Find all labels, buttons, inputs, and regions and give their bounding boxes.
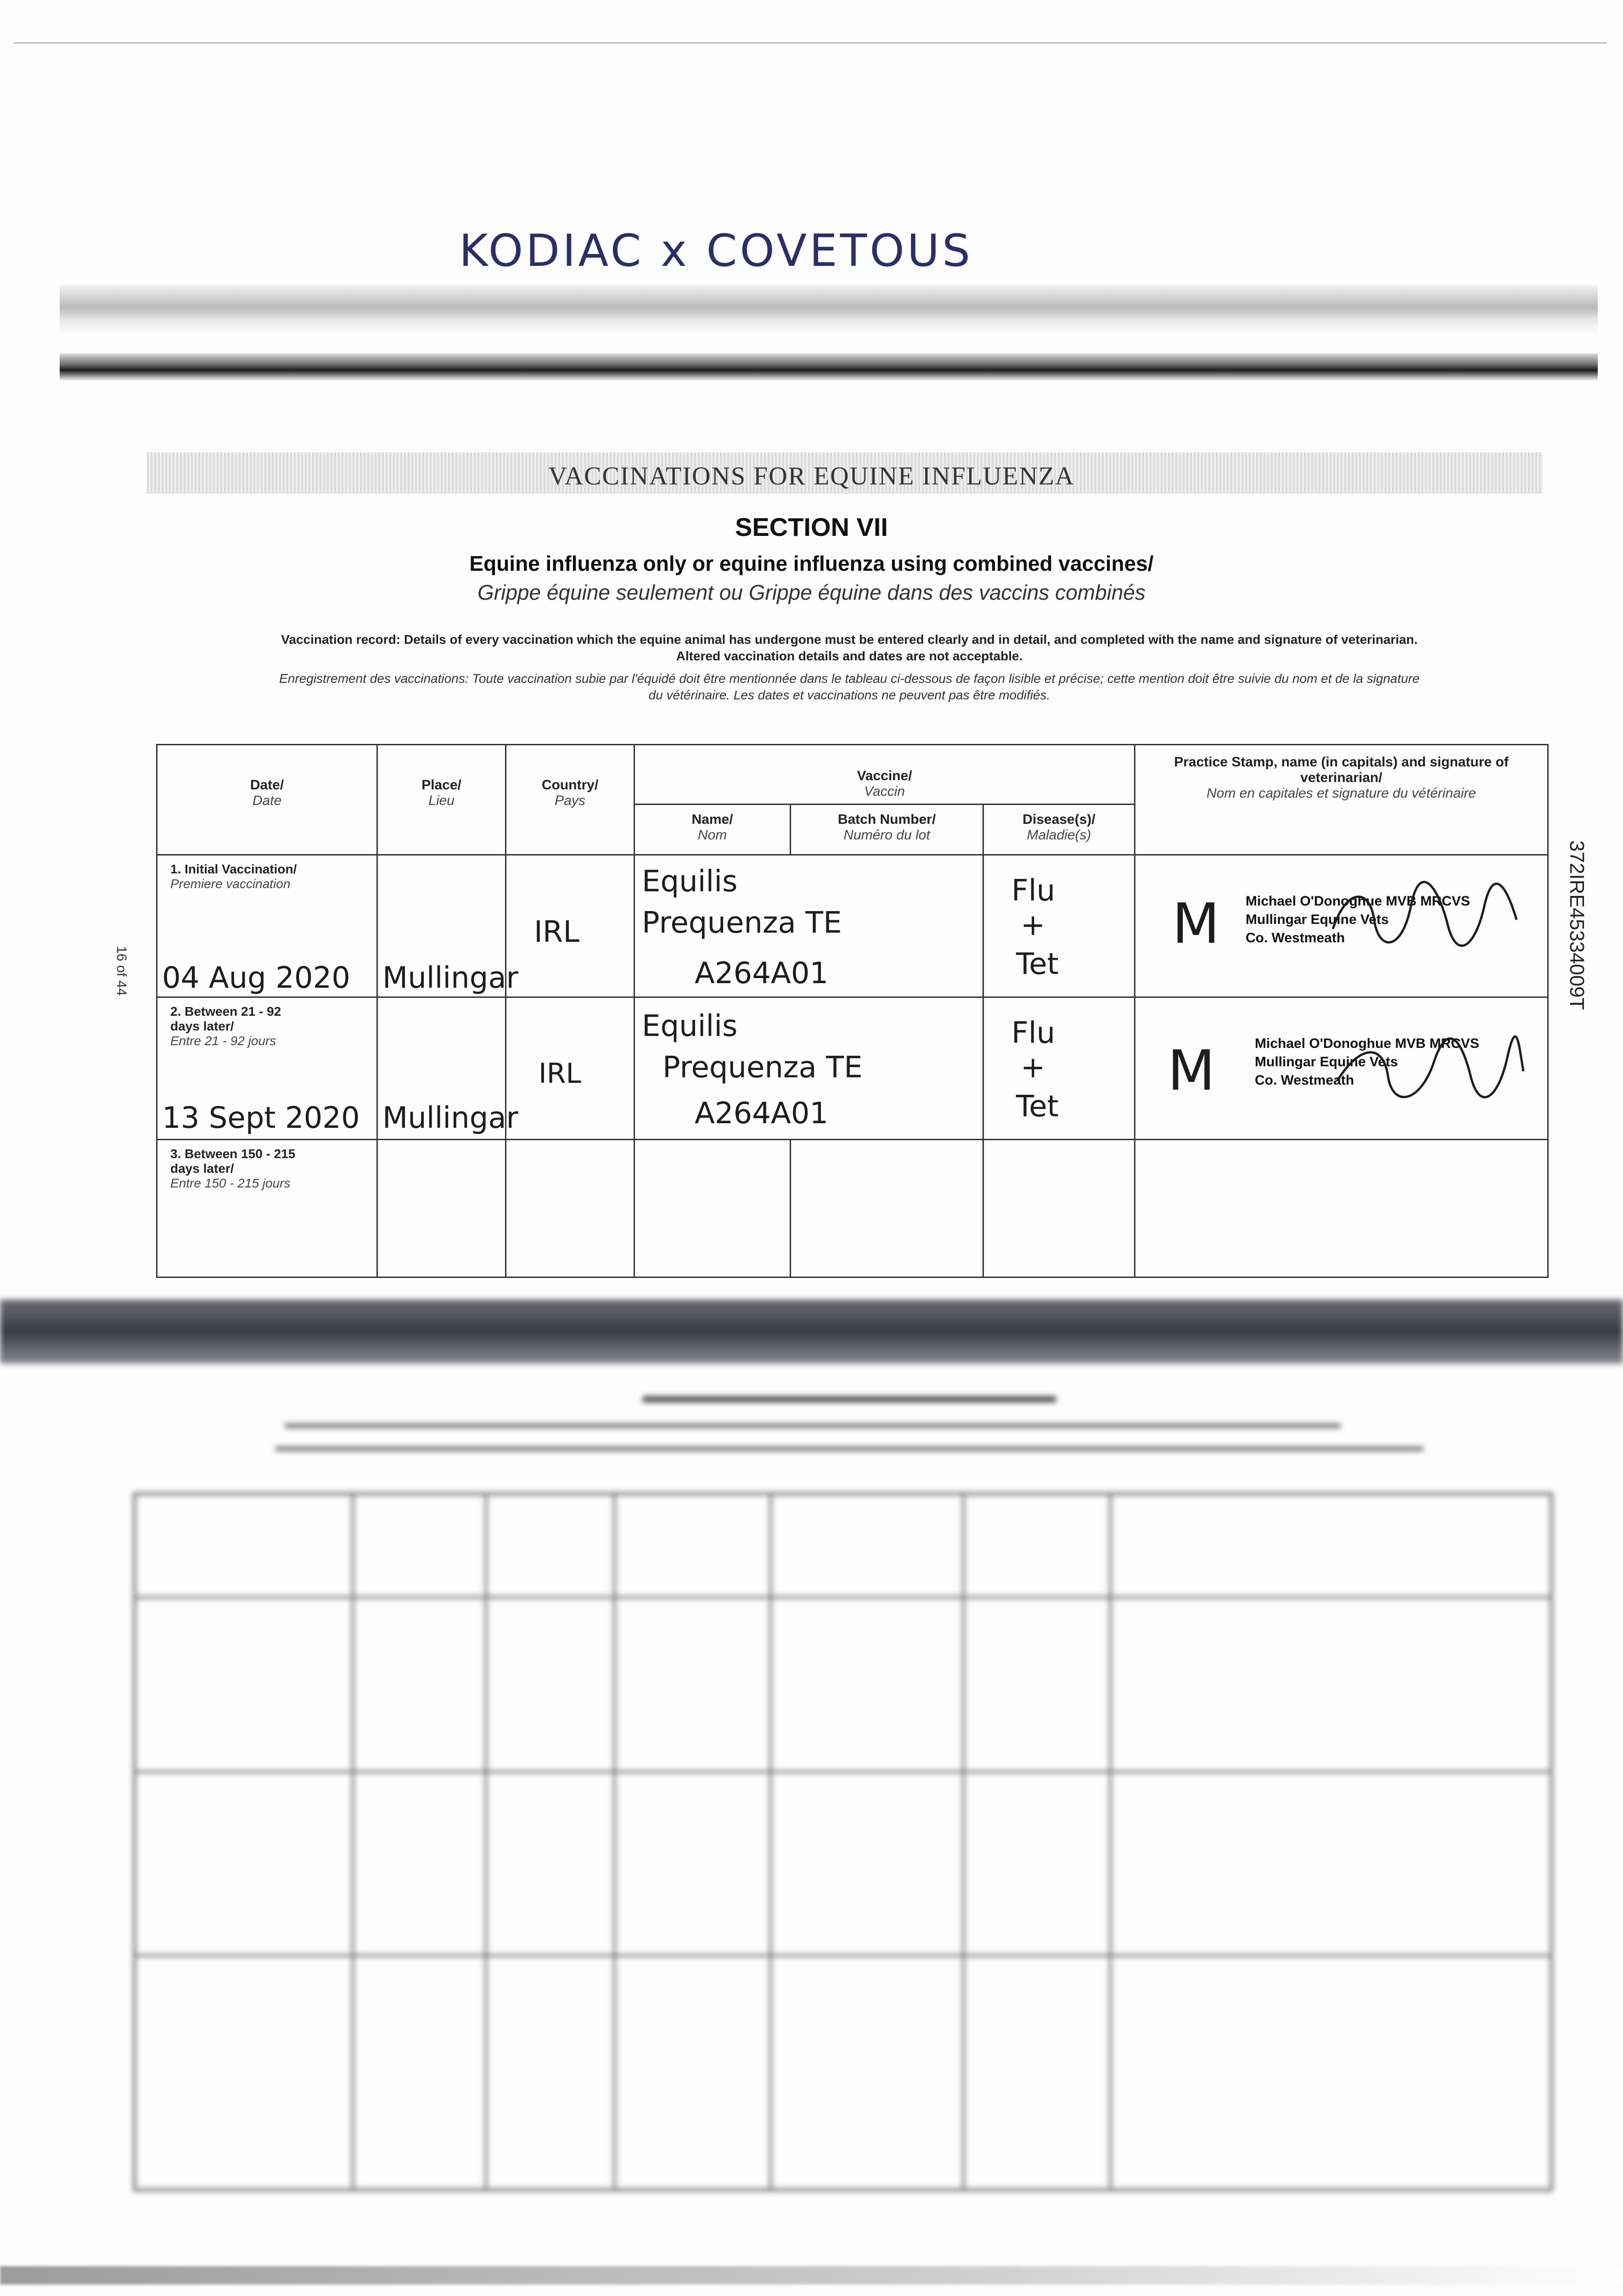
record-en-line-1: Vaccination record: Details of every vaccination which the equine animal has undergone must be entered clearly and in detail, and completed with the name and signature of veterinarian. (281, 632, 1418, 647)
row-1-signature (1328, 878, 1521, 961)
row-1-disease (983, 855, 1135, 997)
row-2-disease-2: + (1021, 1051, 1045, 1085)
table-row (157, 997, 1548, 1140)
row-1-initial: M (1172, 892, 1220, 956)
vaccination-table (156, 744, 1549, 1278)
header-disease: Disease(s)/ Maladie(s) (983, 805, 1135, 855)
row-1-country (506, 855, 635, 997)
record-fr-line-2: du vétérinaire. Les dates et vaccinations ne peuvent pas être modifiés. (648, 688, 1050, 702)
row-1-vaccine-name-1: Equilis (642, 865, 738, 899)
blurred-header-band (0, 1300, 1623, 1364)
row-2-vaccine-name-1: Equilis (642, 1009, 738, 1043)
row-3-country (506, 1140, 635, 1277)
row-3-stamp (1135, 1140, 1548, 1277)
table-row (157, 855, 1548, 997)
record-instructions-en (165, 631, 1533, 664)
row-2-disease (983, 997, 1135, 1140)
row-2-date-value: 13 Sept 2020 (162, 1101, 360, 1135)
header-place: Place/ Lieu (377, 745, 506, 855)
row-1-vaccine-name-2: Prequenza TE (642, 906, 842, 940)
row-1-stamp (1135, 855, 1548, 997)
row-1-date-value: 04 Aug 2020 (162, 961, 350, 995)
top-rule (14, 42, 1607, 44)
row-3-batch-number (791, 1140, 983, 1277)
subtitle-en: Equine influenza only or equine influenza using combined vaccines/ (469, 551, 1154, 575)
page-number (108, 941, 131, 1033)
row-2-batch-value: A264A01 (695, 1097, 829, 1131)
header-batch-number: Batch Number/ Numéro du lot (791, 805, 983, 855)
row-2-country-value: IRL (539, 1058, 581, 1090)
header-country: Country/ Pays (506, 745, 635, 855)
row-1-disease-3: Tet (1016, 947, 1059, 981)
row-1-date: 1. Initial Vaccination/ Premiere vaccination 04 Aug 2020 (157, 855, 377, 997)
bottom-scan-edge (0, 2266, 1623, 2285)
row-1-disease-2: + (1021, 908, 1045, 942)
row-3-vaccine-name (635, 1140, 791, 1277)
row-1-practice-stamp: Michael O'Donoghue MVB MRCVS Mullingar Equine Vets Co. Westmeath (1246, 894, 1470, 945)
header-practice-stamp: Practice Stamp, name (in capitals) and signature of veterinarian/ Nom en capitales et signature du vétérinaire (1135, 745, 1548, 855)
header-date: Date/ Date (157, 745, 377, 855)
scan-shadow-band (60, 285, 1598, 335)
side-id-text: 372IRE45334009T (1566, 840, 1588, 1010)
row-2-vaccine (635, 997, 983, 1140)
row-3-disease (983, 1140, 1135, 1277)
row-1-disease-1: Flu (1011, 874, 1056, 908)
row-2-country (506, 997, 635, 1140)
table-row (157, 1140, 1548, 1277)
header-vaccine: Vaccine/ Vaccin (635, 745, 1135, 805)
header-banner-text: VACCINATIONS FOR EQUINE INFLUENZA (548, 462, 1075, 490)
row-1-batch-value: A264A01 (695, 957, 829, 990)
side-id (1561, 836, 1589, 1075)
section-title: SECTION VII (735, 512, 888, 541)
row-2-vaccine-name-2: Prequenza TE (663, 1051, 863, 1085)
row-2-stamp (1135, 997, 1548, 1140)
row-1-vaccine (635, 855, 983, 997)
handwritten-title: KODIAC x COVETOUS (459, 225, 973, 276)
row-2-disease-1: Flu (1011, 1016, 1056, 1050)
row-1-country-value: IRL (534, 915, 579, 949)
record-en-line-2: Altered vaccination details and dates are not acceptable. (676, 649, 1023, 663)
scan-edge-band (60, 354, 1598, 381)
row-2-signature (1333, 1025, 1526, 1108)
row-2-place-value: Mullingar (382, 1101, 518, 1135)
row-3-place (377, 1140, 506, 1277)
row-3-date: 3. Between 150 - 215 days later/ Entre 150 - 215 jours (157, 1140, 377, 1277)
record-instructions-fr (156, 670, 1543, 703)
row-2-initial: M (1168, 1039, 1215, 1103)
row-1-place (377, 855, 518, 997)
row-1-place-value: Mullingar (382, 961, 518, 995)
record-fr-line-1: Enregistrement des vaccinations: Toute vaccination subie par l'équidé doit être mentionnée dans le tableau ci-dessous de façon lisible et précise; cette mention doit être suivie du nom et de la signature (279, 671, 1420, 686)
row-2-place (377, 997, 518, 1140)
blurred-next-page (0, 1300, 1623, 2296)
subtitle-fr: Grippe équine seulement ou Grippe équine dans des vaccins combinés (477, 580, 1146, 604)
row-2-date: 2. Between 21 - 92 days later/ Entre 21 - 92 jours 13 Sept 2020 (157, 997, 377, 1140)
row-2-disease-3: Tet (1016, 1090, 1059, 1124)
page-number-text: 16 of 44 (114, 946, 129, 996)
blurred-table (133, 1492, 1553, 2191)
header-vaccine-name: Name/ Nom (635, 805, 791, 855)
row-2-practice-stamp: Michael O'Donoghue MVB MRCVS Mullingar Equine Vets Co. Westmeath (1255, 1036, 1479, 1088)
